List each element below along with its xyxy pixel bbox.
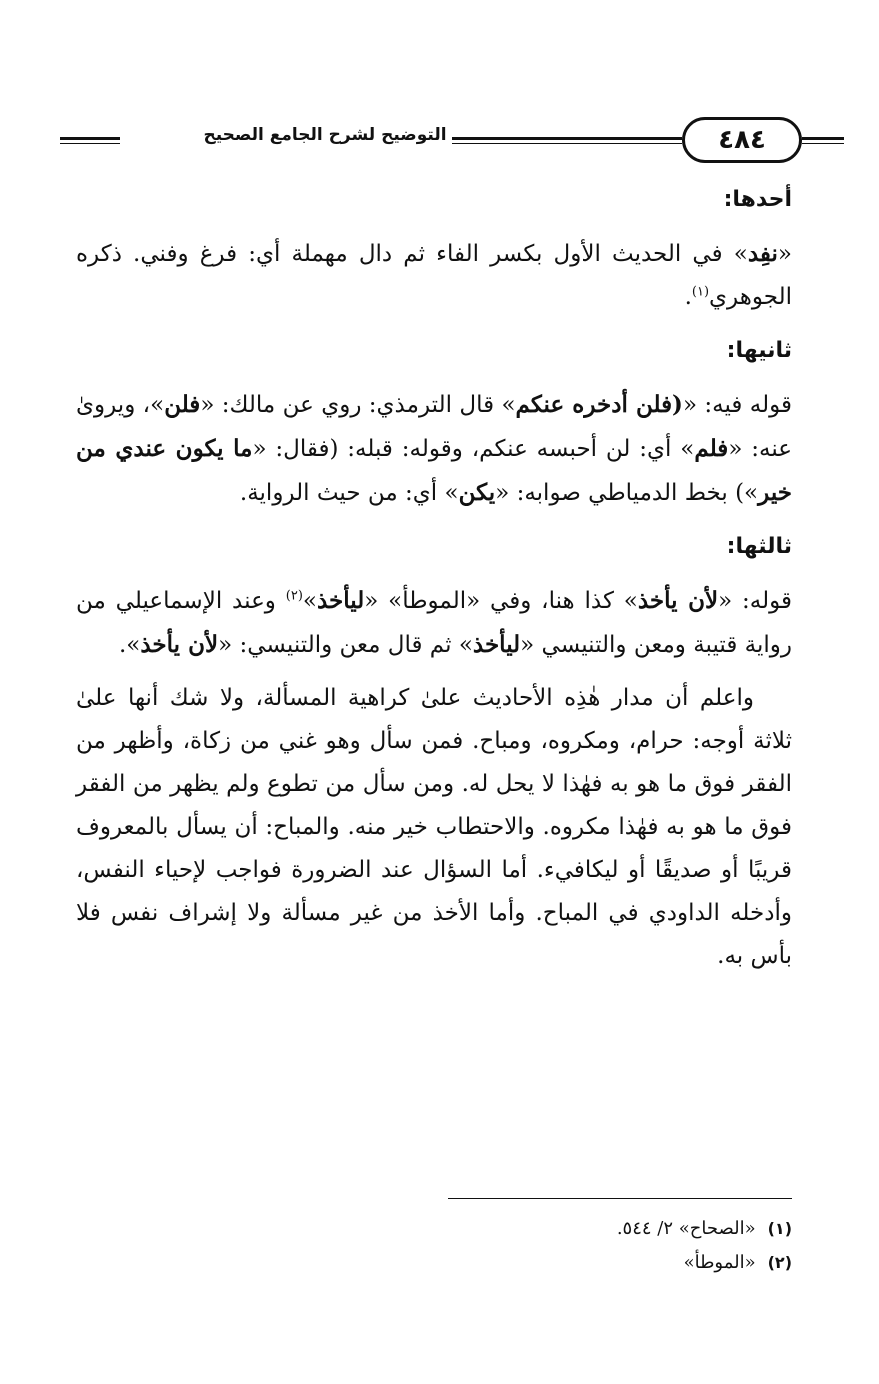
footnote-2 <box>400 1246 792 1280</box>
footnote-ref: (١) <box>691 284 710 300</box>
text-span: » أي: من حيث الرواية. <box>239 480 459 506</box>
text-span: « <box>777 241 792 267</box>
text-span: » في الحديث الأول بكسر الفاء ثم دال مهملة أي: فرغ وفني. ذكره الجوهري <box>76 241 792 310</box>
footnote-1 <box>400 1212 792 1246</box>
text-span: » ثم قال معن والتنيسي: « <box>218 632 473 658</box>
text-span: . <box>684 284 692 310</box>
footnotes <box>400 1212 792 1280</box>
footnote-text: «الصحاح» ٢/ ٥٤٤. <box>616 1218 756 1239</box>
bold-term: فلم <box>694 435 729 462</box>
header-rule-middle <box>452 137 682 140</box>
header-rule-right <box>802 137 844 140</box>
bold-term: نفِد <box>747 240 778 267</box>
header-rule-middle-thin <box>452 143 682 144</box>
footnote-number: (٢) <box>767 1253 792 1272</box>
bold-term: لأن يأخذ <box>140 631 219 658</box>
footnote-separator <box>448 1198 792 1199</box>
page-number: ٤٨٤ <box>682 117 802 163</box>
bold-term: ما يكون عندي من خير <box>76 435 792 506</box>
bold-term: ليأخذ <box>316 587 365 614</box>
bold-term: يكن <box>458 479 496 506</box>
text-span: » أي: لن أحبسه عنكم، وقوله: قبله: (فقال: « <box>252 436 695 462</box>
text-span: » <box>302 588 317 614</box>
text-span: وعند الإسماعيلي من رواية قتيبة ومعن والتنيسي « <box>76 588 792 658</box>
text-span: ») بخط الدمياطي صوابه: « <box>495 480 759 506</box>
footnote-ref: (٢) <box>285 588 303 604</box>
text-span: » كذا هنا، وفي «الموطأ» « <box>364 588 638 614</box>
text-span: قوله: « <box>718 588 793 614</box>
footnote-number: (١) <box>767 1219 792 1238</box>
bold-term: لأن يأخذ <box>637 587 719 614</box>
bold-term: (فلن أدخره عنكم <box>515 391 683 418</box>
section-heading-third: ثالثها: <box>726 534 792 559</box>
paragraph-second <box>76 383 792 515</box>
header-rule-right-thin <box>802 143 844 144</box>
page-header <box>60 115 800 171</box>
paragraph-third <box>76 579 792 667</box>
bold-term: ليأخذ <box>472 631 521 658</box>
header-rule-left <box>60 137 120 140</box>
text-span: »، ويروىٰ عنه: « <box>76 392 792 462</box>
section-heading-second: ثانيها: <box>726 338 792 363</box>
bold-term: فلن <box>164 391 201 418</box>
text-span: » قال الترمذي: روي عن مالك: « <box>200 392 516 418</box>
paragraph-closing: واعلم أن مدار هٰذِه الأحاديث علىٰ كراهية المسألة، ولا شك أنها علىٰ ثلاثة أوجه: حرام، ومكروه، ومباح. فمن سأل وهو غني من زكاة، وأظهر من الفقر فوق ما هو به فهٰذا لا يحل له. ومن سأل من تطوع ولم يظهر من الفقر فوق ما هو به فهٰذا مكروه. والاحتطاب خير منه. والمباح: أن يسأل بالمعروف قريبًا أو صديقًا أو ليكافيء. أما السؤال عند الضرورة فواجب لإحياء النفس، وأدخله الداودي في المباح. وأما الأخذ من غير مسألة ولا إشراف نفس فلا بأس به. <box>76 685 792 969</box>
running-title: التوضيح لشرح الجامع الصحيح <box>203 125 447 145</box>
section-heading-first: أحدها: <box>723 187 792 212</box>
main-text <box>76 178 792 978</box>
text-span: قوله فيه: « <box>682 392 793 418</box>
text-span: ». <box>118 632 141 658</box>
paragraph-first <box>76 232 792 319</box>
footnote-text: «الموطأ» <box>683 1252 756 1273</box>
header-rule-left-thin <box>60 143 120 144</box>
